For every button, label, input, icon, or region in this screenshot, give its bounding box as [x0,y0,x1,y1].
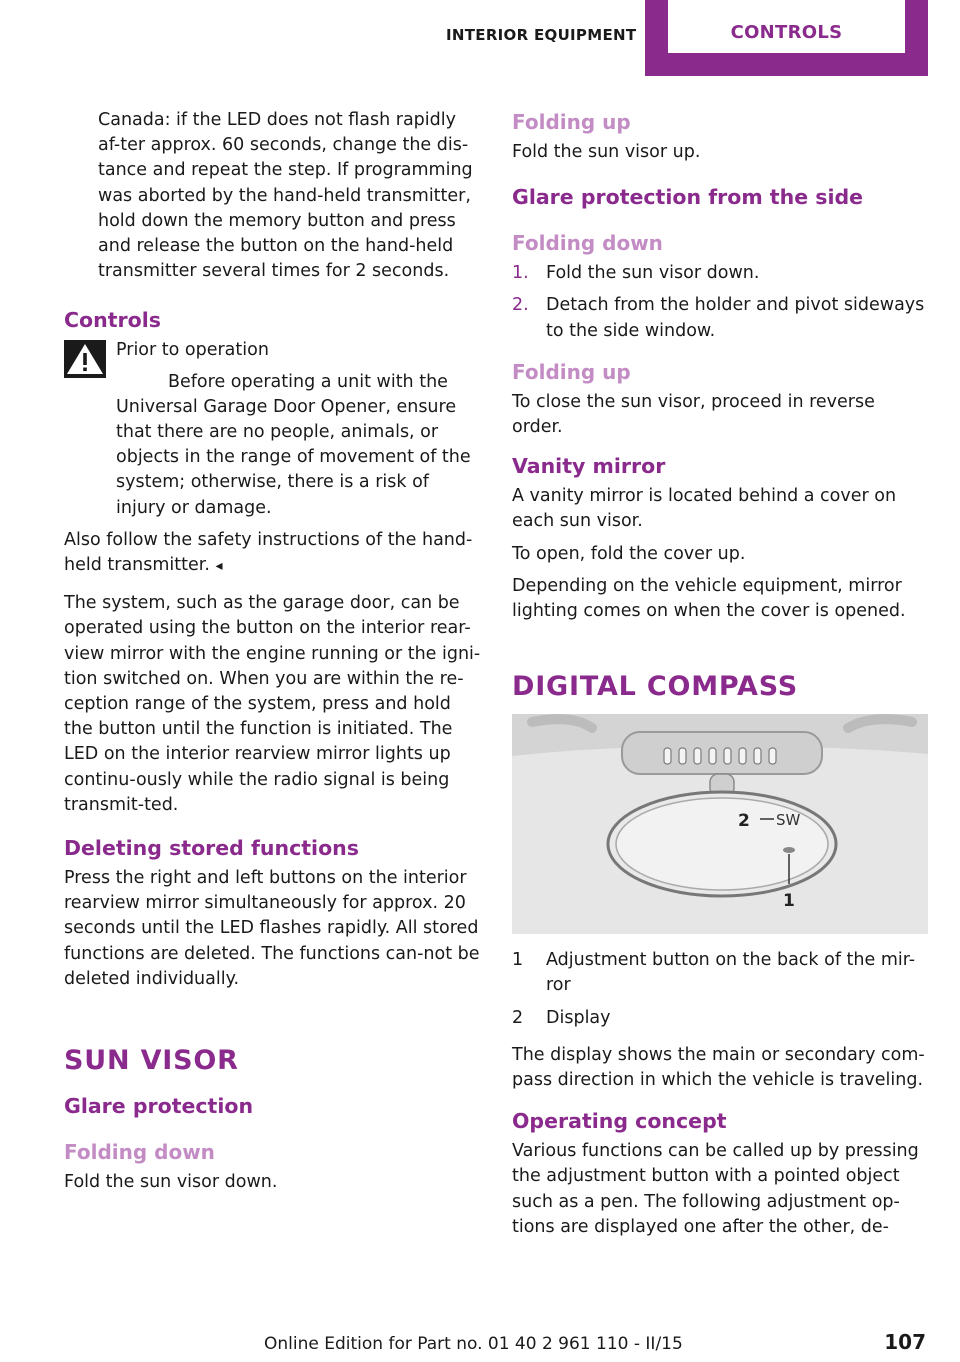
end-mark-icon: ◂ [215,558,223,575]
folding-up-2-paragraph: To close the sun visor, proceed in reverse order. [512,391,875,438]
page-number: 107 [884,1330,926,1354]
edition-text: Online Edition for Part no. 01 40 2 961 110 - II/15 [264,1334,683,1354]
heading-controls: Controls [64,308,161,333]
legend-number: 1 [512,950,524,971]
warning-block [64,338,482,520]
compass-figure [512,714,928,934]
chapter-tab-inner [668,0,905,53]
vanity-paragraph-3: Depending on the vehicle equipment, mirror lighting comes on when the cover is opened. [512,575,906,622]
step-text: Fold the sun visor down. [546,263,760,284]
callout-1-label: 1 [783,891,795,912]
folding-up-paragraph: Fold the sun visor up. [512,142,701,162]
list-item [512,1006,930,1031]
warning-text-content: Before operating a unit with the Universal Garage Door Opener, ensure that there are no people, animals, or objects in the range of movement of the system; otherwise, there is a risk of injury or damage. [116,371,471,518]
chapter-tab [645,0,928,76]
step-number: 2. [512,295,529,316]
list-item [512,261,930,286]
step-text: Detach from the holder and pivot sideways to the side window. [546,295,925,341]
chapter-tab-label: CONTROLS [730,22,843,43]
page-header [0,0,960,76]
legend-text: Display [546,1007,611,1028]
list-item [512,293,930,343]
legend-list [512,948,930,1031]
warning-also [64,528,482,579]
heading-folding-up: Folding up [512,110,631,134]
heading-operating-concept: Operating concept [512,1109,727,1134]
warning-title: Prior to operation [116,340,269,361]
legend-number: 2 [512,1007,524,1028]
left-column [64,108,482,1202]
heading-digital-compass: DIGITAL COMPASS [512,671,799,703]
operating-paragraph: Various functions can be called up by pressing the adjustment button with a pointed object such as a pen. The following adjustment op-tions are displayed one after the other, de- [512,1141,919,1237]
vanity-paragraph-2: To open, fold the cover up. [512,543,746,564]
canada-paragraph: Canada: if the LED does not flash rapidly af-ter approx. 60 seconds, change the dis-tance and repeat the step. If programming was aborted by the hand-held transmitter, hold down the memory button and press and release the button on the hand-held transmitter several times for 2 seconds. [98,110,473,282]
list-item [512,948,930,998]
section-title: INTERIOR EQUIPMENT [446,26,637,44]
page-footer [0,1330,960,1360]
display-paragraph: The display shows the main or secondary com-pass direction in which the vehicle is traveling. [512,1044,925,1091]
warning-text [116,370,482,521]
heading-folding-down-2: Folding down [512,231,663,256]
deleting-paragraph: Press the right and left buttons on the interior rearview mirror simultaneously for approx. 20 seconds until the LED flashes rapidly. All stored functions are deleted. The functions can-not be deleted individually. [64,868,480,989]
warning-also-text: Also follow the safety instructions of the hand-held transmitter. [64,529,473,576]
heading-sun-visor: SUN VISOR [64,1045,239,1077]
system-paragraph: The system, such as the garage door, can be operated using the button on the interior rear-view mirror with the engine running or the igni-tion switched on. When you are within the re-ception range of the system, press and hold the button until the function is initiated. The LED on the interior rearview mirror lights up continu-ously while the radio signal is being transmit-ted. [64,593,481,815]
legend-text: Adjustment button on the back of the mir-ror [546,950,916,996]
step-number: 1. [512,263,529,284]
heading-glare-protection: Glare protection [64,1094,254,1119]
vanity-paragraph-1: A vanity mirror is located behind a cover on each sun visor. [512,486,897,532]
display-readout: SW [776,811,801,830]
right-column [512,108,930,1247]
heading-folding-up-2: Folding up [512,359,631,384]
callout-2-label: 2 [738,811,750,832]
heading-vanity-mirror: Vanity mirror [512,454,666,479]
folding-down-paragraph: Fold the sun visor down. [64,1172,278,1193]
heading-deleting: Deleting stored functions [64,836,359,861]
steps-list [512,261,930,344]
compass-mirror-illustration [512,714,928,934]
warning-triangle-icon [64,340,106,378]
heading-folding-down: Folding down [64,1140,215,1165]
heading-glare-side: Glare protection from the side [512,185,864,210]
